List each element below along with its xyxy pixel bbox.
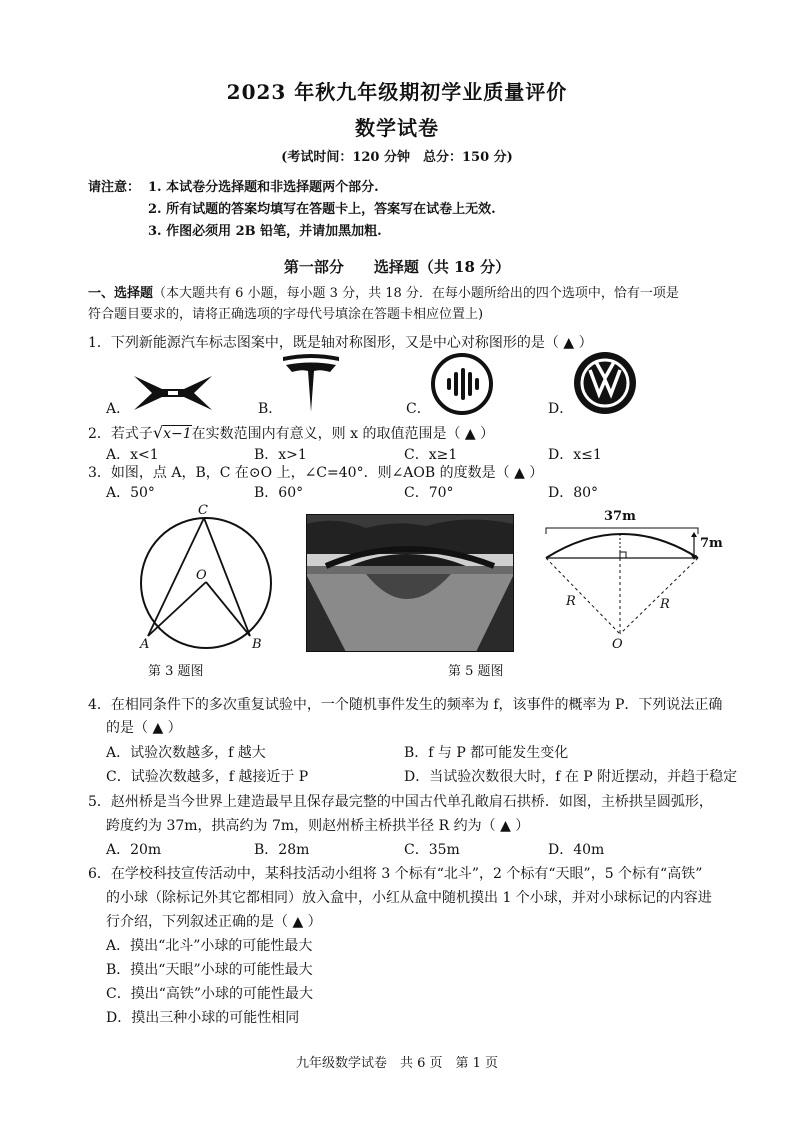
q4-option-b: B．f 与 P 都可能发生变化	[404, 745, 569, 761]
q6-option-a: A．摸出“北斗”小球的可能性最大	[106, 938, 313, 954]
q2-option-a: A．x<1	[106, 447, 159, 463]
q2-stem	[88, 423, 494, 443]
q3-stem: 3．如图，点 A，B，C 在⊙O 上，∠C=40°．则∠AOB 的度数是（ ▲ ）	[88, 465, 544, 481]
q3-option-b: B．60°	[254, 485, 304, 501]
fig3-label-o: O	[196, 568, 207, 583]
q5-option-b: B．28m	[254, 842, 310, 858]
q2-option-d: D．x≤1	[548, 447, 602, 463]
q4-stem-line2: 的是（ ▲ ）	[106, 720, 182, 736]
q6-stem-line3: 行介绍，下列叙述正确的是（ ▲ ）	[106, 914, 322, 930]
fig5-label-o: O	[612, 637, 623, 652]
note-item-2: 2. 所有试题的答案均填写在答题卡上，答案写在试卷上无效.	[148, 202, 496, 217]
page-footer: 九年级数学试卷 共 6 页 第 1 页	[295, 1056, 499, 1071]
exam-subtitle: 数学试卷	[355, 116, 439, 140]
fig3-caption: 第 3 题图	[148, 664, 204, 679]
sqrt-symbol-icon: √	[152, 423, 164, 442]
fig5-label-r-right: R	[660, 597, 670, 612]
q1-option-d: D．	[548, 401, 574, 417]
q6-option-b: B．摸出“天眼”小球的可能性最大	[106, 962, 313, 978]
q1-logo-d-icon	[572, 350, 638, 416]
q5-option-d: D．40m	[548, 842, 605, 858]
fig3-label-a: A	[140, 637, 150, 652]
q1-logo-b-icon	[280, 352, 342, 414]
fig5-label-r-left: R	[566, 594, 576, 609]
q2-option-b: B．x>1	[254, 447, 307, 463]
q2-option-c: C．x≥1	[404, 447, 458, 463]
q1-logo-c-icon	[430, 352, 494, 416]
exam-info: (考试时间：120 分钟 总分：150 分)	[281, 150, 513, 165]
q3-option-a: A．50°	[106, 485, 155, 501]
fig5-caption: 第 5 题图	[448, 664, 504, 679]
section-description	[88, 282, 679, 301]
note-item-3: 3. 作图必须用 2B 铅笔，并请加黑加粗.	[148, 224, 382, 239]
q2-radicand: x−1	[163, 426, 192, 442]
q6-option-c: C．摸出“高铁”小球的可能性最大	[106, 986, 314, 1002]
q5-stem-line1: 5．赵州桥是当今世界上建造最早且保存最完整的中国古代单孔敞肩石拱桥．如图，主桥拱呈圆弧形，	[88, 794, 713, 810]
q1-logo-a-icon	[132, 372, 214, 414]
figure-3-circle-diagram	[128, 500, 288, 660]
fig3-label-b: B	[252, 637, 262, 652]
section-desc-line2: 符合题目要求的，请将正确选项的字母代号填涂在答题卡相应位置上)	[88, 307, 484, 322]
note-item-1: 1. 本试卷分选择题和非选择题两个部分.	[148, 180, 379, 195]
section-title: 一、选择题	[88, 286, 154, 301]
section-desc-line1: （本大题共有 6 小题，每小题 3 分，共 18 分．在每小题所给出的四个选项中，恰有一项是	[153, 286, 679, 301]
q6-stem-line2: 的小球（除标记外其它都相同）放入盒中，小红从盒中随机摸出 1 个小球，并对小球标记的内容进	[106, 890, 712, 906]
q5-stem-line2: 跨度约为 37m，拱高约为 7m，则赵州桥主桥拱半径 R 约为（ ▲ ）	[106, 818, 530, 834]
fig5-label-height: 7m	[700, 536, 723, 551]
q1-option-a: A．	[106, 401, 131, 417]
q1-stem: 1．下列新能源汽车标志图案中，既是轴对称图形，又是中心对称图形的是（ ▲ ）	[88, 335, 593, 351]
q4-option-c: C．试验次数越多，f 越接近于 P	[106, 769, 309, 785]
q6-option-d: D．摸出三种小球的可能性相同	[106, 1010, 300, 1026]
q6-stem-line1: 6．在学校科技宣传活动中，某科技活动小组将 3 个标有“北斗”，2 个标有“天眼”，5 个标有“高铁”	[88, 866, 703, 882]
q4-option-d: D．当试验次数很大时，f 在 P 附近摆动，并趋于稳定	[404, 769, 738, 785]
q2-stem-post: 在实数范围内有意义，则 x 的取值范围是（ ▲ ）	[191, 426, 495, 442]
q3-option-c: C．70°	[404, 485, 454, 501]
q5-option-c: C．35m	[404, 842, 460, 858]
part1-heading: 第一部分 选择题（共 18 分）	[283, 258, 511, 276]
q2-stem-pre: 2．若式子	[88, 426, 153, 442]
fig3-label-c: C	[198, 503, 208, 518]
q1-option-c: C．	[406, 401, 431, 417]
q3-option-d: D．80°	[548, 485, 599, 501]
figure-5-arch-diagram	[538, 512, 708, 662]
q5-option-a: A．20m	[106, 842, 162, 858]
q1-option-b: B．	[258, 401, 283, 417]
notes-label: 请注意：	[88, 180, 141, 195]
fig5-label-span: 37m	[604, 509, 636, 524]
q4-option-a: A．试验次数越多，f 越大	[106, 745, 266, 761]
exam-title: 2023 年秋九年级期初学业质量评价	[226, 80, 568, 104]
bridge-photo	[306, 514, 514, 652]
q4-stem-line1: 4．在相同条件下的多次重复试验中，一个随机事件发生的频率为 f，该事件的概率为 P．下列说法正确	[88, 697, 723, 713]
